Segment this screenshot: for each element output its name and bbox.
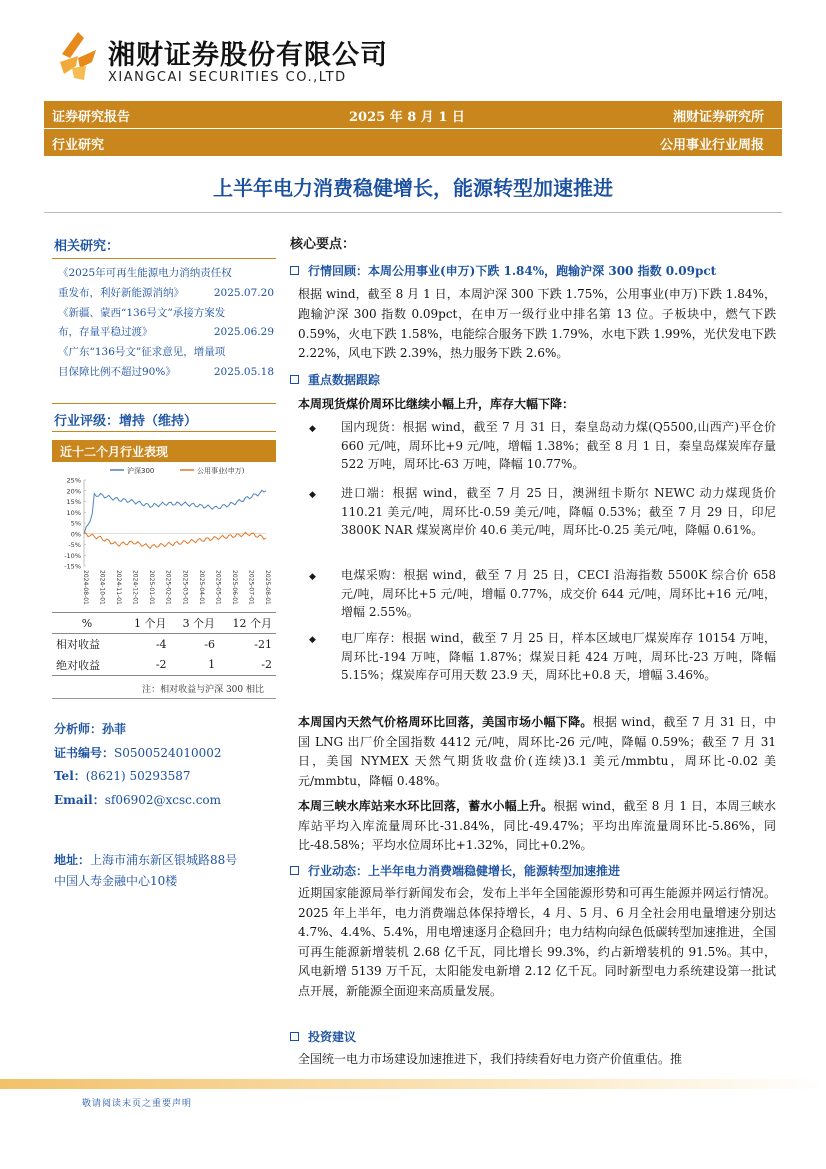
sidebar-divider [52, 698, 276, 699]
diamond-bullet-icon: ◆ [309, 490, 316, 500]
section-market-review: 行情回顾：本周公用事业(申万)下跌 1.84%，跑输沪深 300 指数 0.09pct [290, 262, 716, 279]
x-tick-label: 2025-06-01 [230, 570, 238, 605]
y-tick-label: -10% [64, 551, 81, 560]
section-investment-advice: 投资建议 [290, 1028, 356, 1045]
report-category: 行业研究 [52, 138, 105, 153]
series-line [84, 532, 266, 548]
report-type: 证券研究报告 [52, 110, 131, 125]
x-tick-label: 2025-07-01 [247, 570, 255, 605]
x-tick-label: 2025-03-01 [181, 570, 189, 605]
section-industry-news: 行业动态：上半年电力消费端稳健增长，能源转型加速推进 [290, 862, 620, 879]
table-row: 相对收益 -4 -6 -21 [56, 637, 272, 652]
x-tick-label: 2025-02-01 [164, 570, 172, 605]
checkbox-bullet-icon [290, 375, 299, 384]
analyst-name: 分析师：孙菲 [54, 722, 127, 736]
footer-disclaimer: 敬请阅读末页之重要声明 [82, 1099, 193, 1109]
related-item[interactable]: 《新疆、蒙西“136号文”承接方案发 布，存量平稳过渡》 2025.06.29 [58, 306, 274, 339]
section-key-data: 重点数据跟踪 [290, 371, 380, 388]
y-tick-label: 15% [66, 498, 81, 506]
y-tick-label: 10% [66, 508, 81, 517]
cert-number: S0500524010002 [114, 745, 222, 760]
performance-table [52, 612, 276, 676]
sidebar-divider [52, 403, 276, 404]
legend-label: 公用事业(申万) [197, 467, 245, 475]
table-row: 绝对收益 -2 1 -2 [52, 655, 276, 676]
checkbox-bullet-icon [290, 866, 299, 875]
sidebar-divider [52, 431, 276, 432]
list-item: ◆ 电厂库存：根据 wind，截至 7 月 25 日，样本区域电厂煤炭库存 10154 万吨，周环比-194 万吨，降幅 1.87%；煤炭日耗 424 万吨，周环比-23 万吨，降幅 5.15%；煤炭库存可用天数 23.9 天，周环比+0.8 天，增幅 3.46%。 [309, 631, 776, 682]
y-tick-label: -15% [64, 562, 81, 571]
related-research-list [58, 264, 274, 383]
checkbox-bullet-icon [290, 266, 299, 275]
sidebar-divider [52, 258, 276, 259]
x-tick-label: 2024-12-01 [131, 570, 139, 605]
analyst-info: 分析师：孙菲 证书编号：S0500524010002 Tel：(8621) 50293587 Email：sf06902@xcsc.com [54, 722, 222, 807]
x-tick-label: 2025-08-01 [264, 570, 271, 605]
table-note: 注：相对收益与沪深 300 相比 [142, 685, 264, 695]
related-research-label: 相关研究： [54, 239, 120, 254]
core-points-title: 核心要点： [290, 237, 356, 252]
company-name-cn: 湘财证券股份有限公司 [108, 40, 388, 71]
related-item[interactable]: 《2025年可再生能源电力消纳责任权 重发布，利好新能源消纳》 2025.07.20 [58, 267, 274, 299]
diamond-bullet-icon: ◆ [309, 572, 316, 582]
x-tick-label: 2024-08-01 [82, 570, 89, 605]
legend-label: 沪深300 [127, 467, 155, 475]
list-item: ◆ 国内现货：根据 wind，截至 7 月 31 日，秦皇岛动力煤(Q5500,山西产)平仓价 660 元/吨，周环比+9 元/吨，增幅 1.38%；截至 8 月 1 日，秦皇岛煤炭库存量 522 万吨，周环比-63 万吨，降幅 10.77%。 [309, 420, 776, 471]
investment-advice-text: 全国统一电力市场建设加速推进下，我们持续看好电力资产价值重估。推 [298, 1052, 683, 1066]
hydro-paragraph: 本周三峡水库站来水环比回落，蓄水小幅上升。根据 wind，截至 8 月 1 日，本周三峡水库站平均入库流量周环比-31.84%，同比-49.47%；平均出库流量周环比-5.86%，同比-48.58%；平均水位周环比+1.32%，同比+0.2%。 [298, 799, 776, 852]
x-tick-label: 2025-05-01 [214, 570, 222, 605]
header-band-bottom [44, 129, 782, 156]
y-tick-label: 0% [70, 530, 81, 539]
report-date: 2025 年 8 月 1 日 [349, 110, 465, 125]
coal-subheading: 本周现货煤价周环比继续小幅上升，库存大幅下降： [298, 397, 575, 411]
title-divider [44, 212, 782, 213]
address-info: 地址：上海市浦东新区银城路88号 中国人寿金融中心10楼 [54, 853, 238, 888]
performance-title: 近十二个月行业表现 [52, 440, 276, 462]
performance-chart [52, 462, 276, 610]
company-name-en: XIANGCAI SECURITIES CO.,LTD [108, 70, 347, 85]
gas-paragraph: 本周国内天然气价格周环比回落，美国市场小幅下降。根据 wind，截至 7 月 31 日，中国 LNG 出厂价全国指数 4412 元/吨，周环比-26 元/吨，降幅 0.59%；截至 7 月 31 日，美国 NYMEX 天然气期货收盘价(连续)3.1 美元/mmbtu，周环比-0.02 美元/mmbtu，降幅 0.48%。 [298, 715, 776, 788]
market-review-text: 根据 wind，截至 8 月 1 日，本周沪深 300 下跌 1.75%，公用事业(申万)下跌 1.84%，跑输沪深 300 指数 0.09pct，在申万一级行业中排名第 13 位。子板块中，燃气下跌 0.59%，火电下跌 1.58%，电能综合服务下跌 1.79%，水电下跌 1.99%，光伏发电下跌 2.22%，风电下跌 2.39%，热力服务下跌 2.6%。 [298, 287, 776, 361]
institute-name: 湘财证券研究所 [672, 110, 764, 125]
x-tick-label: 2025-04-01 [197, 570, 205, 605]
table-header-row: % 1 个月 3 个月 12 个月 [52, 613, 276, 634]
x-tick-label: 2024-11-01 [115, 570, 123, 605]
y-tick-label: 5% [70, 519, 81, 528]
x-tick-label: 2024-10-01 [98, 570, 106, 605]
phone-number: (8621) 50293587 [85, 769, 191, 783]
footer-bar [0, 1079, 826, 1089]
industry-rating: 行业评级：增持（维持） [54, 414, 198, 429]
email-link[interactable]: sf06902@xcsc.com [104, 792, 222, 807]
y-tick-label: 20% [66, 487, 81, 496]
diamond-bullet-icon: ◆ [309, 635, 316, 645]
list-item: ◆ 进口端：根据 wind，截至 7 月 25 日，澳洲纽卡斯尔 NEWC 动力煤现货价 110.21 美元/吨，周环比-0.59 美元/吨，降幅 0.53%；截至 7 月 29 日，印尼 3800K NAR 煤炭离岸价 40.6 美元/吨，周环比-0.25 美元/吨，降幅 0.61%。 [309, 486, 776, 537]
header-band-top [44, 101, 782, 128]
x-tick-label: 2025-01-01 [148, 570, 156, 605]
y-tick-label: 25% [66, 476, 81, 485]
checkbox-bullet-icon [290, 1032, 299, 1041]
list-item: ◆ 电煤采购：根据 wind，截至 7 月 25 日，CECI 沿海指数 5500K 综合价 658 元/吨，周环比+5 元/吨，增幅 0.77%，成交价 644 元/吨，周环比+16 元/吨，增幅 2.55%。 [309, 568, 776, 619]
y-tick-label: -5% [68, 541, 81, 549]
report-series: 公用事业行业周报 [659, 138, 764, 153]
company-logo-icon [58, 32, 100, 82]
industry-news-text: 近期国家能源局举行新闻发布会，发布上半年全国能源形势和可再生能源并网运行情况。2025 年上半年，电力消费端总体保持增长，4 月、5 月、6 月全社会用电量增速分别达 4.7%、4.4%、5.4%，用电增速逐月企稳回升；电力结构向绿色低碳转型加速推进，全国可再生能源新增装机 2.68 亿千瓦，同比增长 99.3%，约占新增装机的 91.5%。其中，风电新增 5139 万千瓦，太阳能发电新增 2.12 亿千瓦。同时新型电力系统建设第一批试点开展，新能源全面迎来高质量发展。 [298, 886, 776, 998]
page-title: 上半年电力消费稳健增长，能源转型加速推进 [213, 176, 613, 200]
related-item[interactable]: 《广东“136号文”征求意见，增量项 目保障比例不超过90%》 2025.05.18 [58, 346, 274, 378]
series-line [84, 490, 266, 533]
diamond-bullet-icon: ◆ [309, 424, 316, 434]
